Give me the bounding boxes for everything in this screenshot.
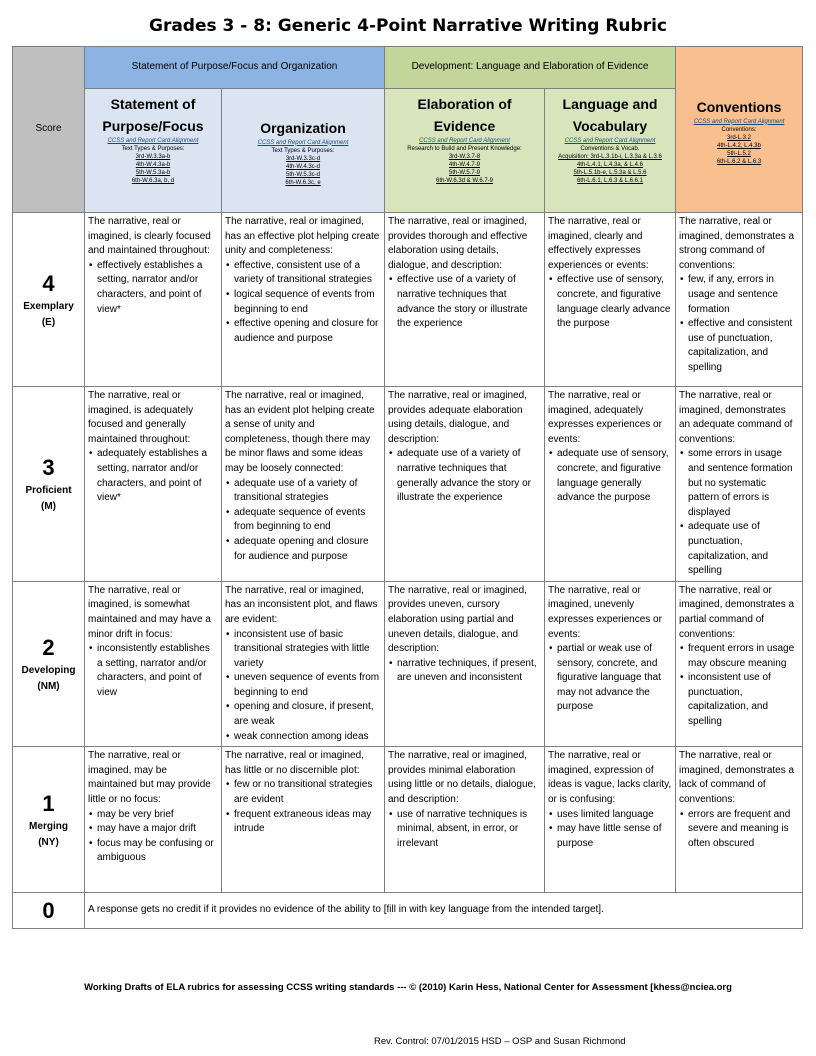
list-item: • adequately establishes a setting, narrator and/or characters, and point of view* — [88, 447, 218, 505]
list-item: • inconsistently establishes a setting, narrator and/or characters, and point of view — [88, 642, 218, 700]
score-code: (NY) — [38, 836, 59, 848]
score-cell — [13, 213, 85, 387]
score-level: Proficient — [25, 484, 72, 496]
list-item: • adequate use of punctuation, capitalization, and spelling — [679, 520, 799, 578]
cell-intro: The narrative, real or imagined, is clearly focused and maintained throughout: — [88, 216, 211, 257]
list-item: • inconsistent use of basic transitional strategies with little variety — [225, 628, 381, 672]
column-header-organization — [222, 89, 385, 213]
cell-intro: The narrative, real or imagined, has little or no discernible plot: — [225, 750, 364, 776]
standard-line: 3rd-W.3.3a-b — [135, 154, 171, 160]
score-level: Exemplary — [23, 300, 74, 312]
standard-line: 6th-L.6.2 & L.6.3 — [716, 158, 762, 165]
column-title: Elaboration of Evidence — [417, 96, 512, 134]
list-item: • partial or weak use of sensory, concrete, and figurative language that may not advance the purpose — [548, 642, 672, 715]
list-item: • uses limited language — [548, 808, 672, 823]
list-item: • effective use of a variety of narrative techniques that advance the story or illustrate the experience — [388, 273, 541, 331]
cell-intro: The narrative, real or imagined, demonstrates a strong command of conventions: — [679, 216, 795, 271]
rubric-cell — [385, 213, 545, 387]
alignment-label: CCSS and Report Card Alignment — [693, 118, 785, 125]
alignment-label: CCSS and Report Card Alignment — [419, 138, 510, 144]
list-item: • adequate use of a variety of narrative techniques that generally advance the story or illustrate the experience — [388, 447, 541, 505]
list-item: • adequate sequence of events from beginning to end — [225, 506, 381, 535]
list-item: • effective opening and closure for audience and purpose — [225, 317, 381, 346]
cell-intro: The narrative, real or imagined, is somewhat maintained and may have a minor drift in focus: — [88, 584, 211, 640]
standards-sub: Conventions: — [721, 126, 757, 133]
standard-line: 6th-W.6.3c, e — [285, 179, 321, 186]
standard-line: 5th-W.5.7-9 — [448, 170, 480, 176]
cell-intro: The narrative, real or imagined, demonstrates a partial command of conventions: — [679, 584, 795, 640]
column-title: Language and Vocabulary — [562, 96, 658, 134]
list-item: • adequate use of a variety of transitional strategies — [225, 477, 381, 506]
rubric-cell — [385, 581, 545, 747]
list-item: • may be very brief — [88, 808, 218, 823]
cell-intro: The narrative, real or imagined, adequately expresses experiences or events: — [548, 390, 662, 445]
rubric-cell — [676, 747, 803, 893]
list-item: • frequent errors in usage may obscure meaning — [679, 642, 799, 671]
alignment-label: CCSS and Report Card Alignment — [564, 138, 656, 144]
table-row — [13, 893, 803, 929]
footer-credit: Working Drafts of ELA rubrics for assessing CCSS writing standards --- © (2010) Karin Hess, National Center for Assessment [khess@nciea.org — [84, 982, 732, 993]
list-item: • effectively establishes a setting, narrator and/or characters, and point of view* — [88, 259, 218, 317]
list-item: • logical sequence of events from beginning to end — [225, 288, 381, 317]
standard-line: 4th-W.4.3a-b — [135, 162, 171, 168]
score-cell — [13, 581, 85, 747]
standard-line: 6th-W.6.3a, b, d — [131, 178, 175, 184]
rubric-cell — [85, 213, 222, 387]
rubric-cell — [85, 747, 222, 893]
rubric-cell — [676, 213, 803, 387]
rubric-cell — [545, 387, 676, 582]
standard-line: 4th-W.4.3c-d — [285, 163, 320, 170]
cell-intro: The narrative, real or imagined, is adequately focused and generally maintained throughout: — [88, 390, 194, 445]
cell-intro: The narrative, real or imagined, has an evident plot helping create a sense of unity and completeness, though there may be minor flaws and some ideas may be loosely connected: — [225, 390, 375, 474]
standard-line: 6th-W.6.3d & W.6.7-9 — [435, 178, 494, 184]
cell-intro: The narrative, real or imagined, demonstrates a lack of command of conventions: — [679, 750, 795, 806]
cell-intro: The narrative, real or imagined, provides minimal elaboration using little or no details, dialogue, and description: — [388, 750, 536, 806]
score-code: (NM) — [37, 680, 60, 692]
cell-intro: The narrative, real or imagined, provides adequate elaboration using details, dialogue, and description: — [388, 390, 527, 445]
cell-intro: The narrative, real or imagined, has an inconsistent plot, and flaws are evident: — [225, 584, 378, 625]
list-item: • inconsistent use of punctuation, capitalization, and spelling — [679, 671, 799, 729]
score-number: 1 — [42, 790, 55, 816]
score-cell — [13, 747, 85, 893]
list-item: • focus may be confusing or ambiguous — [88, 837, 218, 866]
score-level: Developing — [21, 664, 76, 676]
list-item: • adequate use of sensory, concrete, and figurative language generally advance the purpose — [548, 447, 672, 505]
cell-intro: The narrative, real or imagined, expression of ideas is vague, lacks clarity, or is confusing: — [548, 750, 672, 806]
page-title: Grades 3 - 8: Generic 4-Point Narrative Writing Rubric — [148, 16, 667, 36]
list-item: • errors are frequent and severe and meaning is often obscured — [679, 808, 799, 852]
rubric-table — [12, 46, 803, 929]
column-header-conventions — [676, 47, 803, 213]
score-number: 2 — [42, 634, 55, 660]
column-title: Organization — [260, 119, 346, 136]
list-item: • uneven sequence of events from beginning to end — [225, 671, 381, 700]
list-item: • weak connection among ideas — [225, 730, 381, 745]
cell-intro: The narrative, real or imagined, may be maintained but may provide little or no focus: — [88, 750, 211, 806]
standard-line: 4th-L.4.2, L.4.3b — [717, 142, 761, 149]
score-number: 4 — [42, 270, 55, 296]
list-item: • may have little sense of purpose — [548, 822, 672, 851]
cell-intro: The narrative, real or imagined, has an effective plot helping create unity and completeness: — [225, 216, 380, 257]
standard-line: 5th-L.5.2 — [727, 150, 751, 157]
standard-line: Acquisition: 3rd-L.3.1b-i, L.3.3a & L.3.6 — [558, 154, 662, 160]
rubric-cell — [85, 581, 222, 747]
column-title: Statement of Purpose/Focus — [102, 96, 204, 134]
list-item: • effective use of sensory, concrete, and figurative language clearly advance the purpose — [548, 273, 672, 331]
column-header-language — [545, 89, 676, 213]
table-row — [13, 747, 803, 893]
table-row — [13, 387, 803, 582]
rubric-cell — [222, 747, 385, 893]
group-header-development: Development: Language and Elaboration of Evidence — [385, 47, 676, 89]
rubric-cell — [85, 387, 222, 582]
zero-score-description: A response gets no credit if it provides no evidence of the ability to [fill in with key language from the intended target]. — [85, 893, 803, 929]
standard-line: 4th-W.4.7-9 — [448, 162, 480, 168]
revision-control: Rev. Control: 07/01/2015 HSD – OSP and Susan Richmond — [374, 1036, 626, 1047]
score-code: (M) — [41, 500, 56, 512]
score-cell — [13, 387, 85, 582]
standard-line: 5th-L.5.1b-e, L.5.3a & L.5.6 — [573, 170, 647, 176]
column-header-elaboration — [385, 89, 545, 213]
standard-line: 3rd-L.3.2 — [726, 134, 751, 141]
rubric-cell — [385, 387, 545, 582]
standard-line: 5th-W.5.3c-d — [285, 171, 320, 178]
cell-intro: The narrative, real or imagined, provides uneven, cursory elaboration using partial and uneven details, dialogue, and description: — [388, 584, 527, 655]
list-item: • frequent extraneous ideas may intrude — [225, 808, 381, 837]
score-code: (E) — [41, 316, 56, 328]
list-item: • may have a major drift — [88, 822, 218, 837]
cell-intro: The narrative, real or imagined, unevenly expresses experiences or events: — [548, 584, 662, 640]
rubric-cell — [222, 581, 385, 747]
score-number: 3 — [42, 454, 55, 480]
score-number: 0 — [42, 897, 55, 923]
rubric-cell — [545, 747, 676, 893]
column-title: Conventions — [696, 98, 782, 115]
standard-line: 6th-L.6.1, L.6.3 & L.6.6.1 — [576, 178, 644, 184]
column-header-statement-of-purpose — [85, 89, 222, 213]
rubric-cell — [222, 387, 385, 582]
list-item: • opening and closure, if present, are weak — [225, 700, 381, 729]
standards-sub: Conventions & Vocab. — [580, 146, 640, 152]
cell-intro: The narrative, real or imagined, demonstrates an adequate command of conventions: — [679, 390, 793, 445]
score-cell — [13, 893, 85, 929]
alignment-label: CCSS and Report Card Alignment — [257, 139, 349, 146]
rubric-cell — [222, 213, 385, 387]
cell-intro: The narrative, real or imagined, clearly and effectively expresses experiences or events: — [548, 216, 649, 271]
standard-line: 5th-W.5.3a-b — [135, 170, 171, 176]
rubric-cell — [545, 581, 676, 747]
standards-sub: Text Types & Purposes: — [121, 146, 185, 152]
list-item: • few, if any, errors in usage and sentence formation — [679, 273, 799, 317]
list-item: • some errors in usage and sentence formation but no systematic pattern of errors is displayed — [679, 447, 799, 520]
rubric-cell — [676, 581, 803, 747]
rubric-cell — [676, 387, 803, 582]
group-header-purpose-organization: Statement of Purpose/Focus and Organization — [85, 47, 385, 89]
standards-sub: Research to Build and Present Knowledge: — [407, 146, 522, 152]
standard-line: 3rd-W.3.3c-d — [285, 155, 321, 162]
list-item: • effective and consistent use of punctuation, capitalization, and spelling — [679, 317, 799, 375]
score-header: Score — [13, 47, 85, 213]
standard-line: 3rd-W.3.7-8 — [448, 154, 481, 160]
standard-line: 4th-L.4.1, L.4.3a, & L.4.6 — [576, 162, 644, 168]
list-item: • use of narrative techniques is minimal, absent, in error, or irrelevant — [388, 808, 541, 852]
list-item: • effective, consistent use of a variety of transitional strategies — [225, 259, 381, 288]
standards-sub: Text Types & Purposes: — [271, 147, 335, 154]
list-item: • adequate opening and closure for audience and purpose — [225, 535, 381, 564]
table-row — [13, 213, 803, 387]
alignment-label: CCSS and Report Card Alignment — [107, 138, 199, 144]
score-level: Merging — [29, 820, 68, 832]
rubric-cell — [385, 747, 545, 893]
list-item: • narrative techniques, if present, are uneven and inconsistent — [388, 657, 541, 686]
list-item: • few or no transitional strategies are evident — [225, 778, 381, 807]
cell-intro: The narrative, real or imagined, provides thorough and effective elaboration using details, dialogue, and description: — [388, 216, 528, 271]
table-row — [13, 581, 803, 747]
rubric-cell — [545, 213, 676, 387]
